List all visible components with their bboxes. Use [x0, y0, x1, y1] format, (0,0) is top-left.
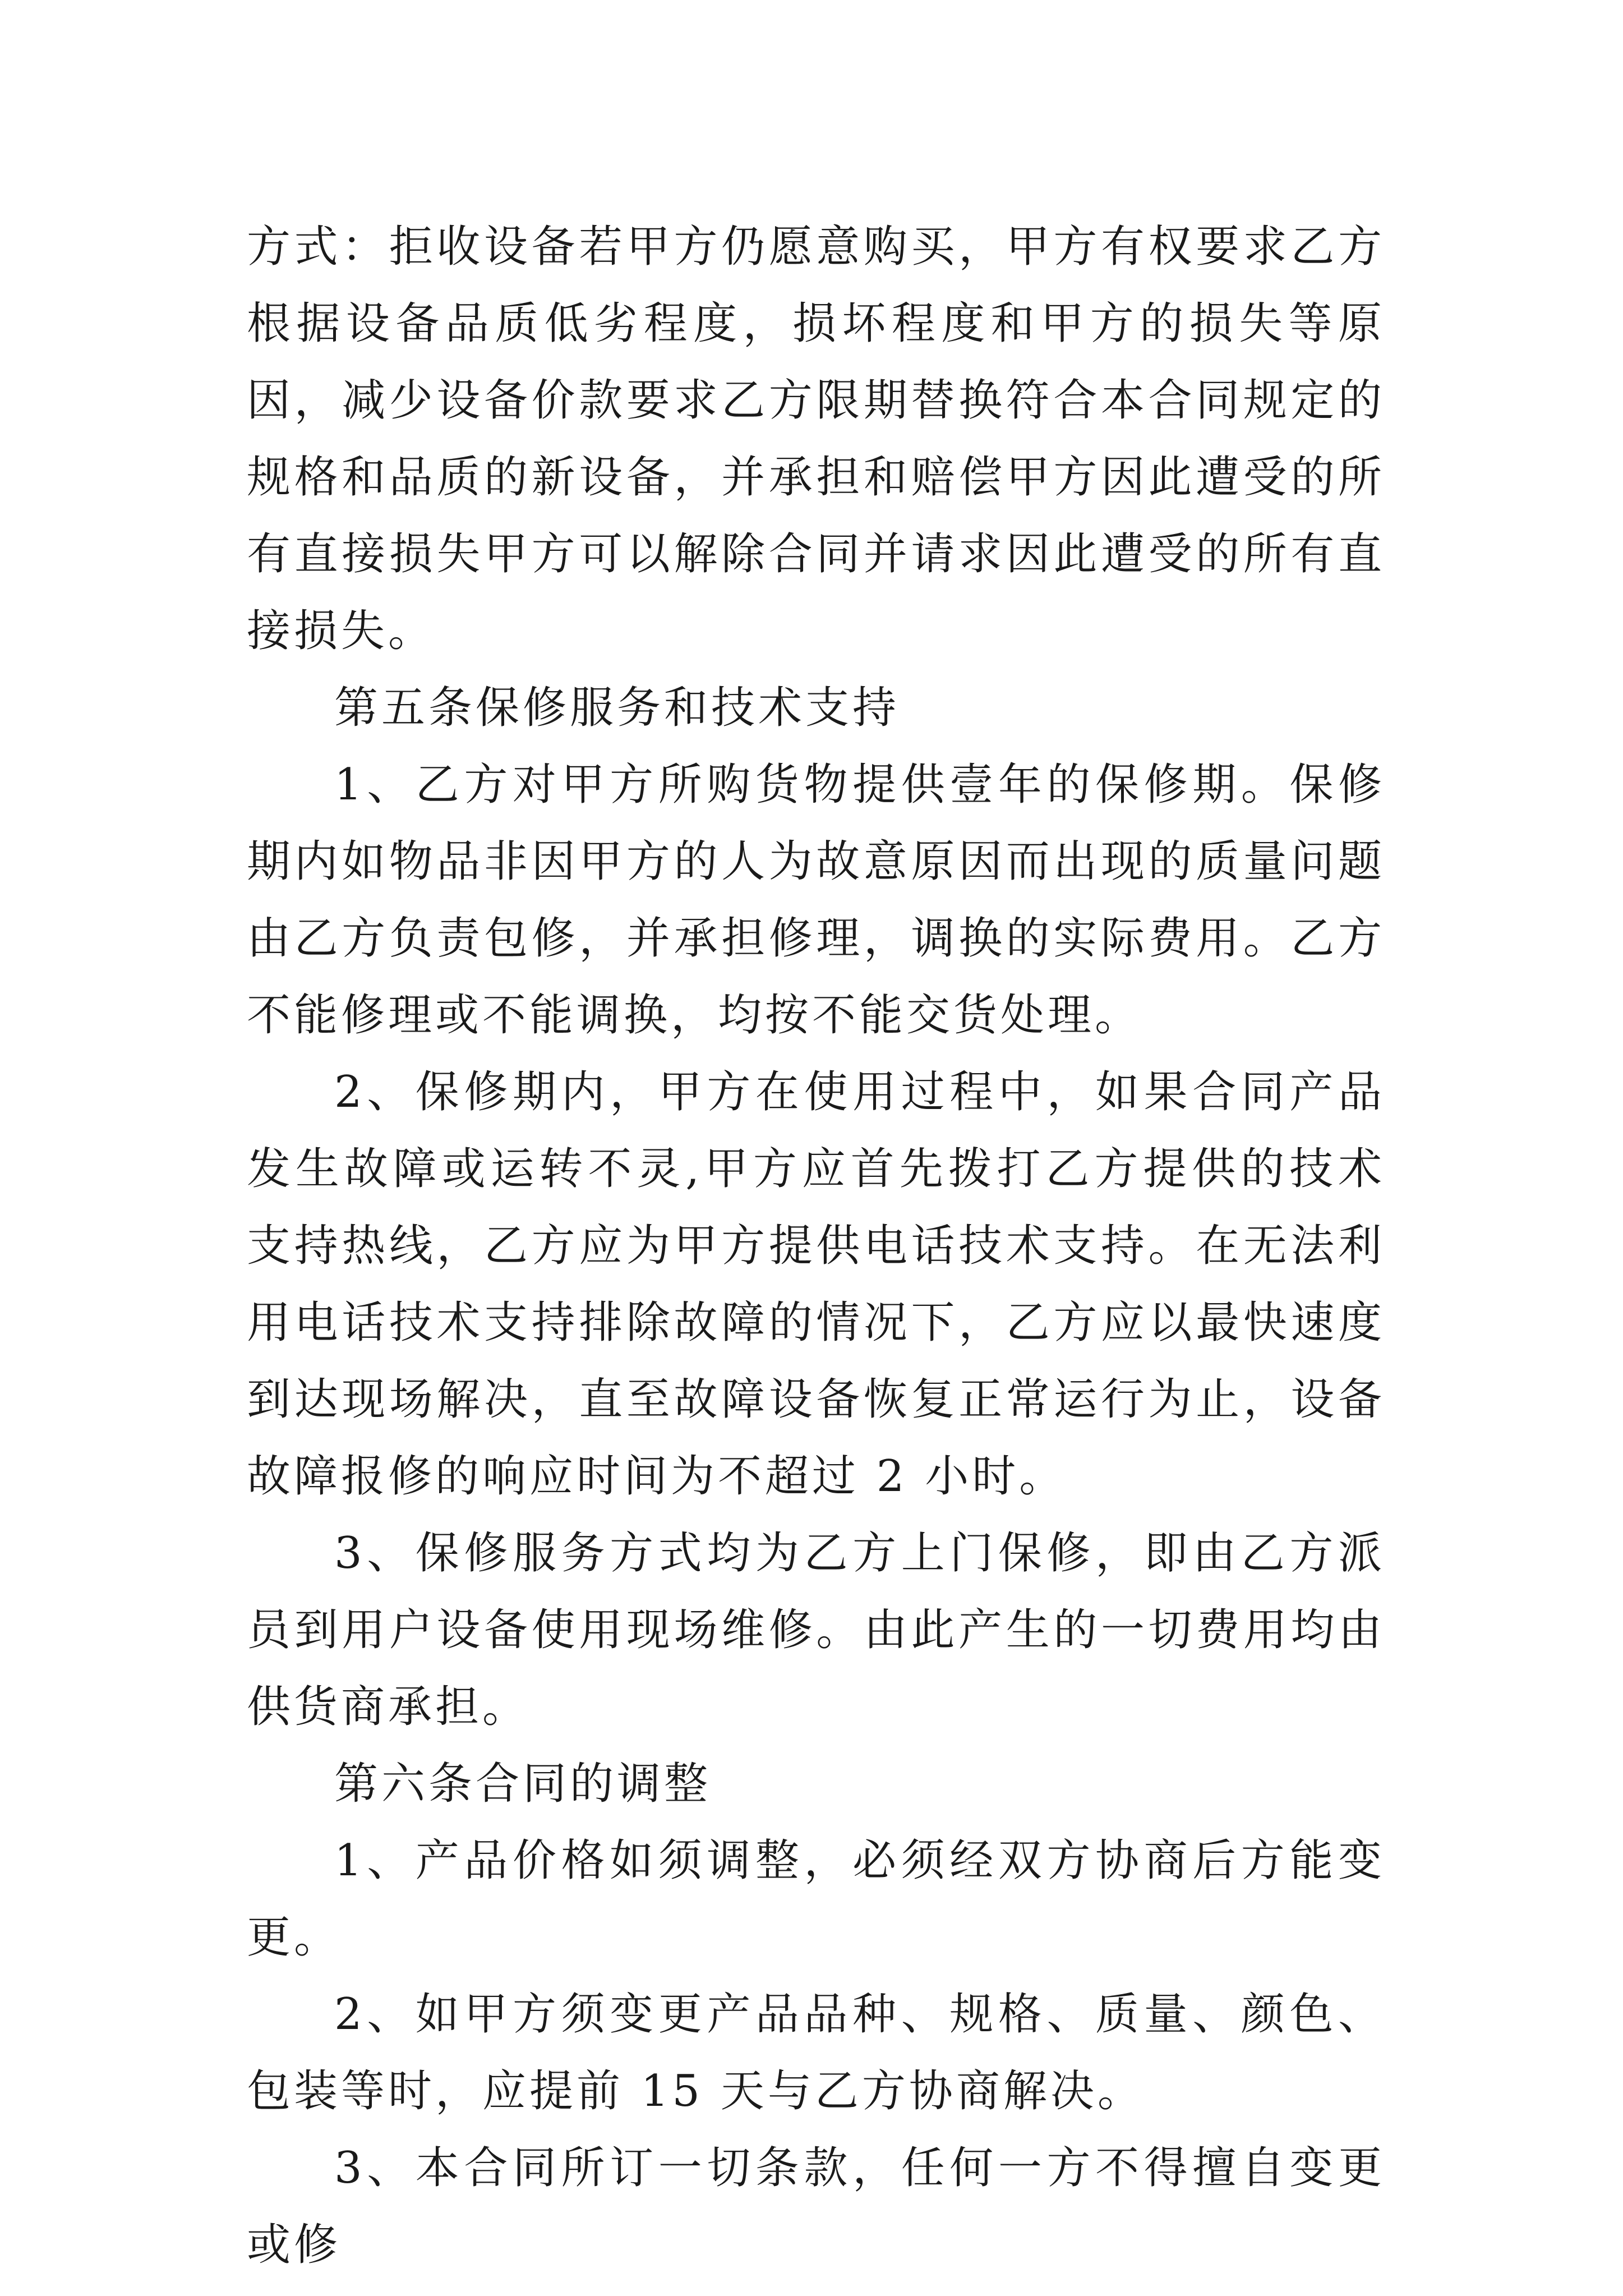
- clause-6-3: 3、本合同所订一切条款，任何一方不得擅自变更或修: [247, 2143, 1385, 2270]
- section-heading-article-6: 第六条合同的调整: [334, 1759, 712, 1809]
- clause-5-1: 1、乙方对甲方所购货物提供壹年的保修期。保修期内如物品非因甲方的人为故意原因而出现的质量问题由乙方负责包修，并承担修理，调换的实际费用。乙方不能修理或不能调换，均按不能交货处理。: [247, 760, 1385, 1041]
- clause-6-1: 1、产品价格如须调整，必须经双方协商后方能变更。: [247, 1835, 1385, 1963]
- clause-6-2: 2、如甲方须变更产品品种、规格、质量、颜色、包装等时，应提前 15 天与乙方协商解决。: [247, 1989, 1385, 2116]
- clause-5-2: 2、保修期内，甲方在使用过程中，如果合同产品发生故障或运转不灵,甲方应首先拨打乙方提供的技术支持热线，乙方应为甲方提供电话技术支持。在无法利用电话技术支持排除故障的情况下，乙方应以最快速度到达现场解决，直至故障设备恢复正常运行为止，设备故障报修的响应时间为不超过 2 小时。: [247, 1067, 1385, 1502]
- document-body: [247, 209, 1385, 2284]
- paragraph-continuation: 方式：拒收设备若甲方仍愿意购买，甲方有权要求乙方根据设备品质低劣程度，损坏程度和甲方的损失等原因，减少设备价款要求乙方限期替换符合本合同规定的规格和品质的新设备，并承担和赔偿甲方因此遭受的所有直接损失甲方可以解除合同并请求因此遭受的所有直接损失。: [247, 222, 1385, 656]
- clause-5-3: 3、保修服务方式均为乙方上门保修，即由乙方派员到用户设备使用现场维修。由此产生的一切费用均由供货商承担。: [247, 1528, 1385, 1732]
- section-heading-article-5: 第五条保修服务和技术支持: [334, 683, 900, 733]
